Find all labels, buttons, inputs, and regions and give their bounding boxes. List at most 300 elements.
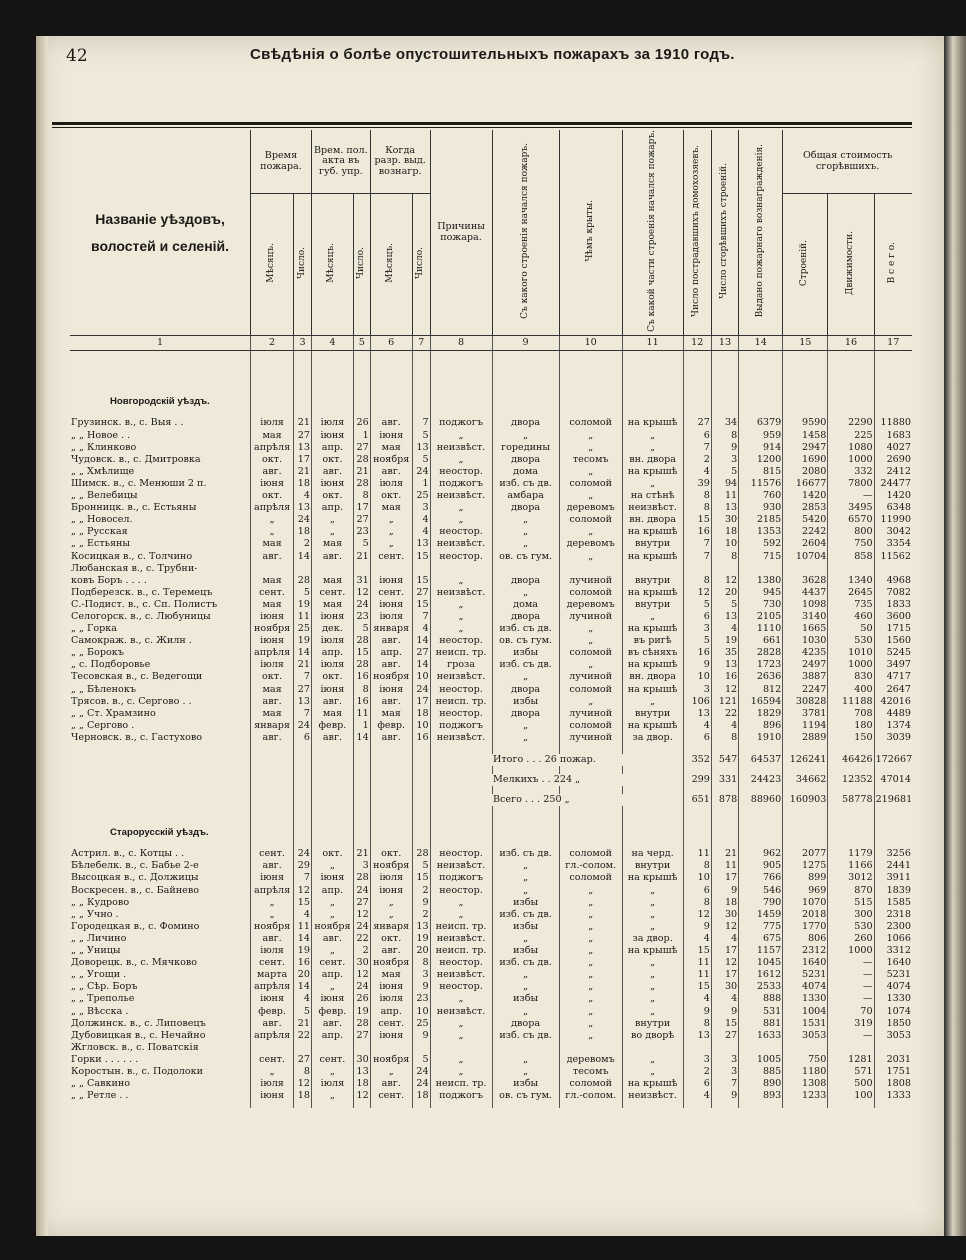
table-cell: соломой [559, 1078, 622, 1090]
table-cell [711, 563, 738, 575]
table-cell: февр. [251, 1005, 294, 1017]
table-cell: 400 [828, 684, 874, 696]
table-cell: 10 [412, 671, 430, 683]
section-title: Новгородскій уѣздъ. [110, 396, 210, 408]
table-row [70, 538, 912, 550]
table-cell: 6 [683, 430, 711, 442]
table-cell: 4 [683, 993, 711, 1005]
table-cell: 35 [711, 647, 738, 659]
table-cell: 1850 [874, 1018, 912, 1030]
table-cell: 5 [412, 1054, 430, 1066]
table-cell: апр. [311, 502, 353, 514]
table-cell: іюня [311, 872, 353, 884]
table-cell: 11 [711, 490, 738, 502]
table-cell: 1353 [739, 526, 783, 538]
section-title: Старорусскій уѣздъ. [110, 827, 209, 839]
table-cell: соломой [559, 514, 622, 526]
table-cell: авг. [311, 550, 353, 562]
table-cell: 13 [294, 696, 312, 708]
table-cell: 18 [353, 1078, 370, 1090]
table-cell: 9 [711, 885, 738, 897]
column-number: 6 [370, 336, 412, 351]
table-cell: 26 [353, 417, 370, 429]
table-cell: 16 [683, 647, 711, 659]
table-cell: неисп. тр. [430, 647, 492, 659]
table-cell: 28 [353, 454, 370, 466]
settlement-name: Астрил. в., с. Котцы . . [71, 848, 185, 860]
table-cell: 9 [683, 921, 711, 933]
table-cell: апрѣля [251, 442, 294, 454]
table-cell: ов. съ гум. [492, 635, 559, 647]
table-cell: 1839 [874, 885, 912, 897]
table-cell: 4 [412, 514, 430, 526]
table-cell: „ [430, 1066, 492, 1078]
table-cell: авг. [311, 696, 353, 708]
settlement-name: „ „ Новосел. [71, 514, 133, 526]
table-cell: 3497 [874, 659, 912, 671]
table-cell: 16 [353, 696, 370, 708]
table-cell: деревомъ [559, 599, 622, 611]
total-label: Всего . . . 250 „ [493, 794, 570, 806]
table-cell [559, 1042, 622, 1054]
table-cell: внутри [622, 1018, 683, 1030]
table-cell: неизвѣст. [622, 502, 683, 514]
table-cell: 7 [412, 611, 430, 623]
table-cell: 13 [683, 1030, 711, 1042]
table-cell: 1 [353, 430, 370, 442]
table-cell: 3 [683, 623, 711, 635]
table-cell: 4 [683, 933, 711, 945]
table-cell: на крышѣ [622, 945, 683, 957]
table-cell: 10704 [783, 550, 828, 562]
table-row [70, 885, 912, 897]
table-cell: 1459 [739, 909, 783, 921]
table-cell: „ [492, 538, 559, 550]
table-cell: „ [559, 635, 622, 647]
table-cell: 1612 [739, 969, 783, 981]
spacer-row [70, 744, 912, 754]
table-cell: неостор. [430, 708, 492, 720]
table-cell: окт. [311, 671, 353, 683]
table-cell: 19 [294, 945, 312, 957]
table-cell: 13 [711, 502, 738, 514]
table-cell: 15 [683, 945, 711, 957]
table-cell: 3 [683, 1054, 711, 1066]
table-cell: „ [311, 909, 353, 921]
table-cell: двора [492, 684, 559, 696]
table-cell: „ [622, 897, 683, 909]
table-cell: 24 [294, 720, 312, 732]
table-cell: 15 [683, 514, 711, 526]
table-cell: внутри [622, 599, 683, 611]
table-cell: „ [559, 659, 622, 671]
table-cell: 7 [683, 442, 711, 454]
table-cell: на крышѣ [622, 623, 683, 635]
table-row [70, 623, 912, 635]
table-cell: „ [622, 611, 683, 623]
table-cell: апр. [311, 1030, 353, 1042]
table-cell: „ [251, 897, 294, 909]
table-cell: „ [559, 969, 622, 981]
table-cell: авг. [311, 1018, 353, 1030]
table-cell: 9 [711, 1090, 738, 1102]
table-cell: на крышѣ [622, 587, 683, 599]
total-value: 878 [711, 794, 738, 806]
table-cell: февр. [311, 1005, 353, 1017]
buildings-value-header: Строеній. [783, 194, 828, 336]
table-cell: „ [492, 885, 559, 897]
table-cell: 5231 [783, 969, 828, 981]
table-cell: 3012 [828, 872, 874, 884]
table-cell: неостор. [430, 848, 492, 860]
table-cell: на крышѣ [622, 526, 683, 538]
table-cell: 1585 [874, 897, 912, 909]
table-cell: „ [492, 720, 559, 732]
table-cell: 23 [412, 993, 430, 1005]
table-row [70, 981, 912, 993]
column-number: 3 [294, 336, 312, 351]
table-cell: 5 [294, 587, 312, 599]
table-cell: 16 [294, 957, 312, 969]
table-cell: „ [492, 969, 559, 981]
table-cell: 10 [683, 872, 711, 884]
table-cell: „ [251, 514, 294, 526]
settlement-name: „ „ Треполье [71, 993, 135, 1005]
column-number: 2 [251, 336, 294, 351]
table-cell: на крышѣ [622, 550, 683, 562]
column-number: 1 [70, 336, 251, 351]
table-cell: 18 [412, 1090, 430, 1102]
table-cell: „ [492, 981, 559, 993]
table-row [70, 417, 912, 429]
table-cell: 27 [294, 684, 312, 696]
table-cell: 2105 [739, 611, 783, 623]
settlement-name: „ „ Сергово . [71, 719, 135, 731]
movables-value-header: Движимости. [828, 194, 874, 336]
table-cell: іюля [251, 1078, 294, 1090]
table-cell: 1420 [874, 490, 912, 502]
table-cell: ноября [311, 921, 353, 933]
table-cell: 2645 [828, 587, 874, 599]
table-cell: 4 [683, 720, 711, 732]
table-cell: апрѣля [251, 502, 294, 514]
spacer-row [70, 1102, 912, 1108]
table-cell: 28 [412, 848, 430, 860]
table-cell: „ [559, 957, 622, 969]
table-cell: іюля [311, 659, 353, 671]
total-value: 651 [683, 794, 711, 806]
origin-building-header: Съ какого строенія начался пожаръ. [492, 130, 559, 336]
table-cell: сент. [251, 1054, 294, 1066]
table-cell: 14 [412, 659, 430, 671]
table-cell: 50 [828, 623, 874, 635]
settlement-name: „ „ Сѣр. Боръ [71, 981, 138, 993]
buildings-burned-header: Число сгорѣвшихъ строеній. [711, 130, 738, 336]
name-header-line1: Названіе уѣздовъ, [95, 211, 225, 228]
table-cell: 500 [828, 1078, 874, 1090]
table-cell: 3053 [783, 1030, 828, 1042]
table-cell: въ сѣняхъ [622, 647, 683, 659]
name-column-header [70, 130, 251, 336]
table-cell: двора [492, 454, 559, 466]
table-cell: неизвѣст. [430, 732, 492, 744]
table-cell: 530 [828, 635, 874, 647]
table-cell: 1751 [874, 1066, 912, 1078]
table-cell: 15 [412, 575, 430, 587]
table-cell: 8 [412, 957, 430, 969]
table-cell [783, 1042, 828, 1054]
table-cell: 24 [294, 848, 312, 860]
section-header-row [70, 822, 912, 844]
settlement-name: „ „ Личино [71, 932, 127, 944]
table-cell: 2018 [783, 909, 828, 921]
header-rule-thin [52, 127, 912, 128]
table-cell: 10 [683, 671, 711, 683]
fire-month-header: Мѣсяцъ. [251, 194, 294, 336]
settlement-name: Трясов. в., с. Сергово . . [71, 695, 192, 707]
table-cell: 2853 [783, 502, 828, 514]
table-cell: 1723 [739, 659, 783, 671]
table-cell: вн. двора [622, 671, 683, 683]
table-cell: 17 [294, 454, 312, 466]
settlement-name: Жгловск. в., с. Поватскія [71, 1041, 199, 1053]
table-cell: авг. [370, 466, 412, 478]
table-cell: окт. [311, 454, 353, 466]
column-number: 17 [874, 336, 912, 351]
table-cell: 11 [683, 957, 711, 969]
table-cell: „ [559, 921, 622, 933]
table-cell: „ [559, 623, 622, 635]
table-cell: мая [251, 538, 294, 550]
table-cell: поджогъ [430, 1090, 492, 1102]
table-cell: „ [559, 550, 622, 562]
table-cell: іюля [311, 417, 353, 429]
table-cell: 106 [683, 696, 711, 708]
table-cell: 1715 [874, 623, 912, 635]
table-row [70, 993, 912, 1005]
table-cell [683, 1042, 711, 1054]
table-cell: дома [492, 466, 559, 478]
table-cell: 1420 [783, 490, 828, 502]
table-cell: 881 [739, 1018, 783, 1030]
table-cell: 4 [711, 720, 738, 732]
table-cell: 19 [294, 599, 312, 611]
table-cell: 94 [711, 478, 738, 490]
table-cell: 4 [412, 623, 430, 635]
table-cell: 15 [412, 550, 430, 562]
table-cell: ноября [251, 623, 294, 635]
total-value: 219681 [875, 794, 912, 806]
table-cell: 15 [412, 599, 430, 611]
table-cell: „ [559, 696, 622, 708]
table-cell: іюня [251, 872, 294, 884]
table-cell: 8 [353, 490, 370, 502]
settlement-name: „ „ Угощи . [71, 969, 127, 981]
column-number: 11 [622, 336, 683, 351]
table-cell: мая [251, 599, 294, 611]
table-cell: 775 [739, 921, 783, 933]
page-edge [944, 36, 966, 1236]
total-value: 47014 [874, 774, 912, 786]
table-cell: гл.-солом. [559, 1090, 622, 1102]
table-cell: „ [311, 981, 353, 993]
table-cell: 20 [294, 969, 312, 981]
table-cell: изб. съ дв. [492, 957, 559, 969]
table-cell: 7 [683, 538, 711, 550]
table-cell: 28 [353, 659, 370, 671]
table-cell: деревомъ [559, 538, 622, 550]
table-cell: избы [492, 647, 559, 659]
table-cell: мая [370, 502, 412, 514]
table-cell: неисп. тр. [430, 945, 492, 957]
table-cell: изб. съ дв. [492, 659, 559, 671]
total-value: 172667 [875, 754, 912, 766]
table-cell: авг. [311, 466, 353, 478]
table-cell: „ [559, 945, 622, 957]
table-cell [430, 563, 492, 575]
settlement-name: „ „ Ретле . . [71, 1090, 129, 1102]
table-cell: 9 [412, 1030, 430, 1042]
settlement-name: Косицкая в., с. Толчино [71, 550, 193, 562]
table-cell: 24477 [874, 478, 912, 490]
table-cell: изб. съ дв. [492, 848, 559, 860]
table-cell: 24 [412, 466, 430, 478]
table-cell: „ [559, 885, 622, 897]
table-cell: 14 [294, 550, 312, 562]
table-cell: іюля [370, 478, 412, 490]
table-cell: 3 [412, 502, 430, 514]
table-cell: мая [251, 684, 294, 696]
table-cell: избы [492, 1078, 559, 1090]
table-cell: неостор. [430, 684, 492, 696]
table-cell: іюля [370, 993, 412, 1005]
table-cell: тесомъ [559, 454, 622, 466]
table-cell: неизвѣст. [430, 969, 492, 981]
table-cell: 4 [683, 466, 711, 478]
table-cell: 4074 [783, 981, 828, 993]
table-cell [739, 563, 783, 575]
table-cell: 23 [353, 611, 370, 623]
table-cell: 27 [353, 1030, 370, 1042]
table-cell: соломой [559, 684, 622, 696]
settlement-name: Подберезск. в., с. Теремецъ [71, 586, 213, 598]
table-cell: неостор. [430, 957, 492, 969]
table-cell: 2636 [739, 671, 783, 683]
table-cell: 25 [412, 1018, 430, 1030]
table-cell: 5420 [783, 514, 828, 526]
table-cell: 1000 [828, 454, 874, 466]
table-cell: „ [492, 587, 559, 599]
table-cell: 13 [294, 502, 312, 514]
total-value-header: Общая стоимость сгорѣвшихъ. [783, 130, 912, 194]
table-cell: „ [430, 1054, 492, 1066]
table-cell [828, 563, 874, 575]
table-cell: 4 [711, 623, 738, 635]
settlement-name: Доворецк. в., с. Мячково [71, 957, 198, 969]
table-row [70, 708, 912, 720]
table-cell: 9590 [783, 417, 828, 429]
table-row [70, 909, 912, 921]
table-cell: 1829 [739, 708, 783, 720]
table-row [70, 575, 912, 587]
table-cell: 12 [294, 1078, 312, 1090]
settlement-name: „ „ Новое . . [71, 429, 131, 441]
table-cell: „ [559, 526, 622, 538]
table-cell: 930 [739, 502, 783, 514]
table-cell: 11 [711, 860, 738, 872]
table-cell: „ [251, 1066, 294, 1078]
table-cell: „ [430, 611, 492, 623]
table-cell: авг. [251, 466, 294, 478]
table-cell: 4235 [783, 647, 828, 659]
table-cell: 5 [683, 599, 711, 611]
table-row [70, 550, 912, 562]
table-cell: сент. [370, 587, 412, 599]
table-cell: „ [492, 1054, 559, 1066]
total-value: 352 [683, 754, 711, 766]
table-cell: сент. [370, 1090, 412, 1102]
table-row [70, 563, 912, 575]
table-cell: 515 [828, 897, 874, 909]
table-cell: іюня [370, 684, 412, 696]
table-cell: — [828, 490, 874, 502]
settlement-name: Любанская в., с. Трубни- [71, 562, 198, 574]
table-cell: 5 [353, 623, 370, 635]
table-cell: 531 [739, 1005, 783, 1017]
table-cell: „ [492, 872, 559, 884]
table-cell [370, 563, 412, 575]
table-cell [739, 1042, 783, 1054]
table-cell: неизвѣст. [430, 490, 492, 502]
table-cell: на крышѣ [622, 659, 683, 671]
table-cell: „ [622, 1054, 683, 1066]
table-cell [370, 1042, 412, 1054]
table-cell: 1770 [783, 921, 828, 933]
table-cell [353, 563, 370, 575]
table-cell: 5 [294, 1005, 312, 1017]
table-cell: іюня [370, 885, 412, 897]
table-cell: 1194 [783, 720, 828, 732]
table-cell: „ [622, 921, 683, 933]
table-cell: гроза [430, 659, 492, 671]
table-cell: 30828 [783, 696, 828, 708]
column-number: 13 [711, 336, 738, 351]
table-cell: соломой [559, 478, 622, 490]
table-cell: 4027 [874, 442, 912, 454]
total-value: 331 [711, 774, 738, 786]
table-cell: 8 [683, 897, 711, 909]
table-cell: 1633 [739, 1030, 783, 1042]
table-cell: 530 [828, 921, 874, 933]
table-cell: 1281 [828, 1054, 874, 1066]
settlement-name: „ „ Хмѣлище [71, 465, 135, 477]
table-cell: „ [311, 1066, 353, 1078]
table-cell [492, 1042, 559, 1054]
table-cell [294, 1042, 312, 1054]
settlement-name: „ „ Ст. Храмзино [71, 707, 156, 719]
table-cell: 571 [828, 1066, 874, 1078]
table-cell: „ [430, 454, 492, 466]
table-cell: 17 [711, 969, 738, 981]
table-cell [874, 1042, 912, 1054]
column-number: 7 [412, 336, 430, 351]
causes-header: Причины пожара. [430, 130, 492, 336]
table-cell: 21 [294, 659, 312, 671]
table-cell: 12 [353, 909, 370, 921]
table-cell: 10 [711, 538, 738, 550]
table-cell [412, 563, 430, 575]
table-cell: 6 [683, 611, 711, 623]
